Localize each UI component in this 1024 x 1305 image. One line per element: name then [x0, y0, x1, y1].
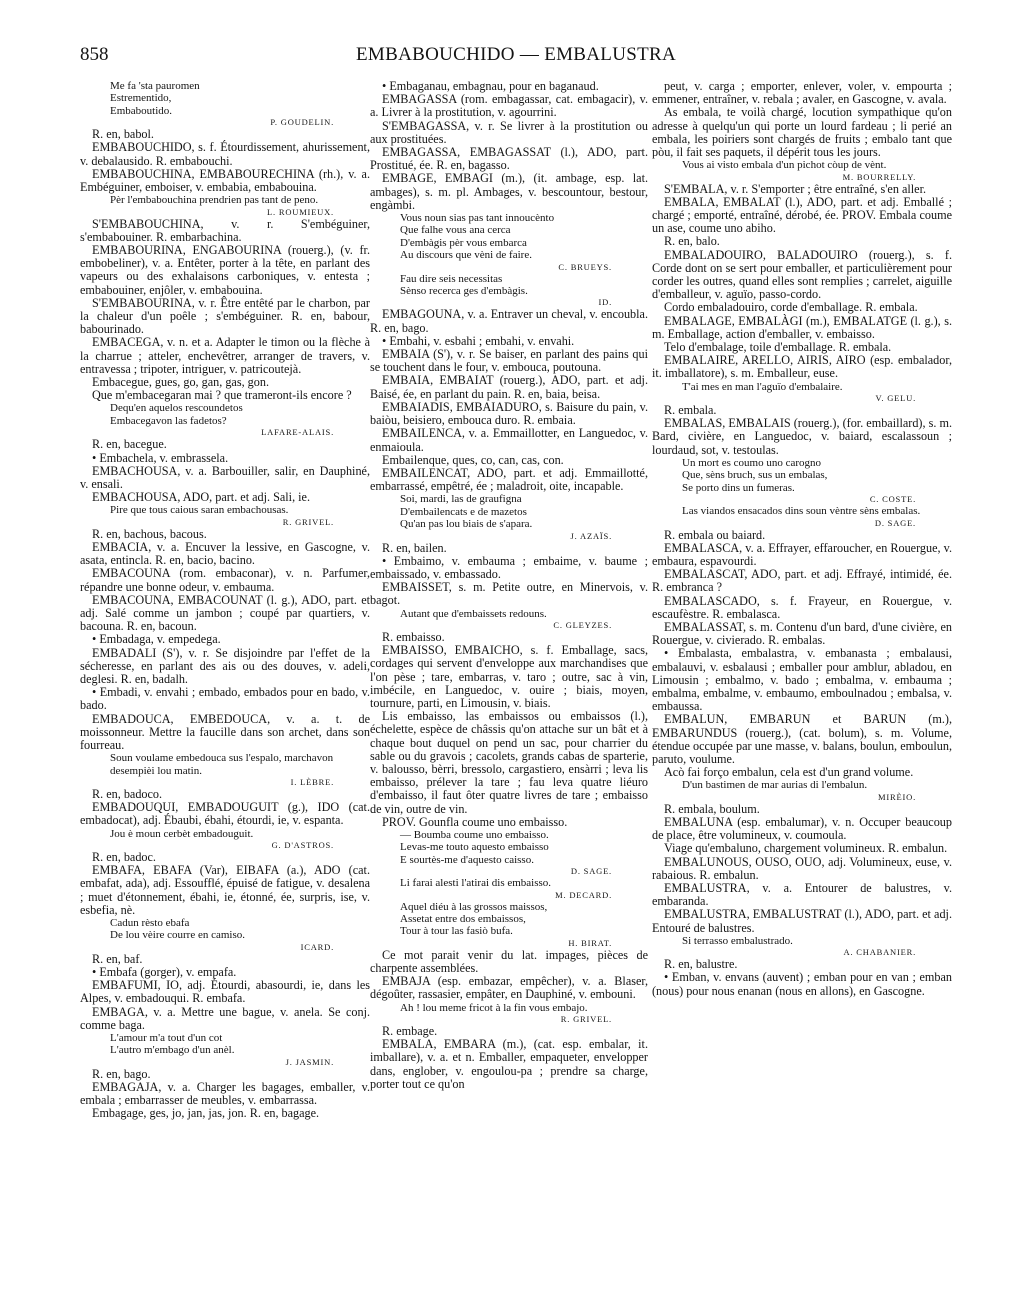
quotation-line: Cadun rèsto ebafa — [110, 917, 190, 930]
dictionary-entry: R. embala, boulum. — [664, 801, 760, 816]
quotation-line: Li farai alesti l'atirai dis embaisso. — [400, 877, 552, 890]
dictionary-entry: S'EMBABOURINA, v. r. Être entêté par le charbon, par la chaleur d'un poêle ; s'embéguiner. R. en, babour, babourinado. — [80, 295, 370, 337]
citation-author: J. JASMIN. — [285, 1056, 334, 1067]
quotation-line: Vous noun sias pas tant innoucènto — [400, 212, 555, 225]
dictionary-entry: EMBALA, EMBARA (m.), (cat. esp. embalar, it. imballare), v. a. et n. Emballer, empaqueter, envelopper dans, englober, v. engoulou-pa ; prendre sa charge, porter tout ce qu'on — [370, 1037, 648, 1091]
quotation-line: Embaboutido. — [110, 104, 173, 117]
dictionary-entry: EMBALUSTRA, EMBALUSTRAT (l.), ADO, part. et adj. Entouré de balustres. — [652, 907, 952, 935]
dictionary-entry: EMBABOUCHIDO, s. f. Étourdissement, ahurissement, v. debalausido. R. embabouchi. — [80, 140, 370, 168]
dictionary-entry: Acò fai forço embalun, cela est d'un grand volume. — [664, 765, 914, 780]
citation-author: P. GOUDELIN. — [270, 117, 334, 128]
dictionary-entry: Cordo embaladouiro, corde d'emballage. R. embala. — [664, 300, 918, 315]
quotation-line: Au discours que vèni de faire. — [400, 249, 532, 262]
citation-author: R. GRIVEL. — [282, 516, 334, 527]
quotation-line: Que falhe vous ana cerca — [400, 224, 511, 237]
dictionary-entry: Embacegue, gues, go, gan, gas, gon. — [92, 375, 270, 390]
dictionary-entry: EMBALADOUIRO, BALADOUIRO (rouerg.), s. f. Corde dont on se sert pour emballer, et particulièrement pour corder les outres, quand elles sont remplies ; carrelet, aiguille d'emballeur, v. aguïo, passo-cordo. — [652, 247, 952, 302]
citation-author: R. GRIVEL. — [560, 1014, 612, 1025]
dictionary-entry: • Embahi, v. esbahi ; embahi, v. envahi. — [382, 333, 575, 348]
dictionary-entry: EMBAIADIS, EMBAIADURO, s. Baisure du pain, v. baiòu, beisiero, embouca duro. R. embaia. — [370, 399, 648, 428]
dictionary-entry: R. en, balo. — [664, 234, 720, 249]
dictionary-entry: • Embaimo, v. embauma ; embaime, v. baume ; embaissado, v. embassado. — [370, 553, 648, 581]
dictionary-entry: EMBAGASSA, EMBAGASSAT (l.), ADO, part. Prostitué, ée. R. en, bagasso. — [370, 145, 648, 173]
citation-author: C. COSTE. — [869, 494, 916, 505]
dictionary-entry: EMBAJA (esp. embazar, empêcher), v. a. Blaser, dégoûter, rassasier, empâter, en Dauphiné, v. embouni. — [370, 974, 648, 1002]
column-middle — [370, 80, 648, 1290]
page-header — [80, 44, 952, 72]
dictionary-entry: EMBALAIRE, ARELLO, AIRIS, AIRO (esp. embalador, it. imballatore), s. m. Emballeur, euse. — [652, 353, 952, 381]
quotation-line: Que, sèns bruch, sus un embalas, — [682, 469, 828, 482]
citation-author: C. GLEYZES. — [553, 619, 612, 630]
dictionary-entry: EMBAISSO, EMBAICHO, s. f. Emballage, sacs, cordages qui servent d'enveloppe aux marchandises que l'on pèse ; tare, embarras, v. taro ; outre, sac à vin, imbécile, en Languedoc, v. ouire ; biais, moyen, tournure, parti, en Limousin, v. biais. — [370, 643, 648, 710]
dictionary-entry: EMBAGAJA, v. a. Charger les bagages, emballer, v. embala ; embarrasser de meubles, v. embarrassa. — [80, 1080, 370, 1108]
dictionary-entry: EMBAGE, EMBAGI (m.), (it. ambage, esp. lat. ambages), s. m. pl. Ambages, v. bescountour, bestour, engàmbi. — [370, 171, 648, 212]
dictionary-entry: EMBALUN, EMBARUN et BARUN (m.), EMBARUNDUS (rouerg.), (cat. bolum), s. m. Volume, étendue occupée par une masse, v. balans, boulun, emboulun, paruto, voulume. — [652, 712, 952, 766]
quotation-line: Assetat entre dos embaissos, — [400, 913, 526, 926]
citation-author: G. D'ASTROS. — [271, 840, 334, 850]
dictionary-entry: EMBAGOUNA, v. a. Entraver un cheval, v. encoubla. R. en, bago. — [370, 307, 648, 335]
dictionary-entry: Lis embaisso, las embaissos ou embaissos (l.), échelette, espèce de châssis qu'on attache sur un bât et à chaque bout duquel on pend un sac, pour charrier du sable ou du gravois ; cacolets, grands cabas de sparterie, v. balousso, bèrri, bressolo, cargastiero, ensàrri ; leva lis embaisso, prélever la tare ; fau leva quatre liéuro d'embaisso, il faut ôter quatre livres de tare ; embaisso de vin, outre de vin. — [370, 709, 648, 816]
quotation-line: D'embàgis pèr vous embarca — [400, 236, 527, 249]
citation-author: D. SAGE. — [570, 866, 612, 877]
quotation-line: Soi, mardi, las de graufigna — [400, 493, 522, 506]
dictionary-entry: EMBAGASSA (rom. embagassar, cat. embagacir), v. a. Livrer à la prostitution, v. agourrini. — [370, 92, 648, 120]
quotation-line: Pire que tous caious saran embachousas. — [110, 504, 289, 517]
dictionary-entry: EMBAISSET, s. m. Petite outre, en Minervois, v. bagot. — [370, 580, 648, 608]
dictionary-entry: R. en, baf. — [92, 951, 143, 966]
dictionary-entry: R. en, bachous, bacous. — [92, 526, 207, 541]
citation-author: H. BIRAT. — [568, 937, 612, 948]
dictionary-entry: EMBACHOUSA, v. a. Barbouiller, salir, en Dauphiné, v. ensali. — [80, 463, 370, 491]
citation-author: M. BOURRELLY. — [842, 171, 916, 182]
quotation-line: Estrementido, — [110, 92, 172, 105]
column-left — [80, 80, 370, 1290]
dictionary-entry: EMBAILENCA, v. a. Emmaillotter, en Languedoc, v. enmaioula. — [370, 426, 648, 454]
dictionary-entry: EMBALASSAT, s. m. Contenu d'un bard, d'une civière, en Rouergue, v. civierado. R. embalas. — [652, 619, 952, 648]
dictionary-entry: EMBAIA (S'), v. r. Se baiser, en parlant des pains qui se touchent dans le four, v. embouca, poutouna. — [370, 347, 648, 375]
quotation-line: L'amour m'a tout d'un cot — [110, 1032, 223, 1045]
dictionary-entry: EMBAIA, EMBAIAT (rouerg.), ADO, part. et adj. Baisé, ée, en parlant du pain. R. en, baia, beisa. — [370, 373, 648, 401]
dictionary-entry: Viage qu'embaluno, chargement volumineux. R. embalun. — [664, 841, 948, 856]
dictionary-entry: EMBAGA, v. a. Mettre une bague, v. anela. Se conj. comme baga. — [80, 1004, 370, 1032]
dictionary-entry: R. en, bacegue. — [92, 437, 167, 452]
dictionary-entry: R. en, balustre. — [664, 957, 738, 972]
dictionary-entry: PROV. Gounfla coume uno embaisso. — [382, 814, 568, 829]
dictionary-entry: EMBABOUCHINA, EMBABOURECHINA (rh.), v. a. Embéguiner, emboiser, v. embabia, embabouina. — [80, 166, 370, 195]
dictionary-entry: EMBAILENCAT, ADO, part. et adj. Emmaillotté, embarrassé, empêtré, ée ; maladroit, oite, incapable. — [370, 465, 648, 494]
quotation-line: D'embailencats e de mazetos — [400, 505, 527, 518]
dictionary-entry: EMBALA, EMBALAT (l.), ADO, part. et adj. Emballé ; chargé ; emporté, entraîné, dérobé, ée. PROV. Embala coume un ase, coume uno abiho. — [652, 194, 952, 236]
dictionary-entry: • Embadi, v. envahi ; embado, embados pour en bado, v. bado. — [80, 685, 370, 713]
quotation-line: E sourtès-me d'aquesto caisso. — [400, 853, 534, 866]
dictionary-entry: EMBAFUMI, IO, adj. Étourdi, abasourdi, ie, dans les Alpes, v. embadouqui. R. embafa. — [80, 978, 370, 1006]
dictionary-entry: Ce mot parait venir du lat. impages, pièces de charpente assemblées. — [370, 947, 648, 976]
dictionary-entry: As embala, te voilà chargé, locution sympathique qu'on adresse à quelqu'un qui porte un lourd fardeau ; li perié an embala, les poiriers sont chargés de fruits ; embalo tant que pòu, il fait ses paquets, il dépérit tous les jours. — [652, 105, 952, 160]
dictionary-entry: EMBALASCADO, s. f. Frayeur, en Rouergue, v. escaufèstre. R. embalasca. — [652, 593, 952, 621]
dictionary-entry: EMBACOUNA, EMBACOUNAT (l. g.), ADO, part. et adj. Salé comme un jambon ; coupé par quartiers, v. bacouna. R. en, bacoun. — [80, 592, 370, 634]
dictionary-entry: • Embafa (gorger), v. empafa. — [92, 965, 237, 980]
dictionary-entry: R. embage. — [382, 1024, 438, 1039]
citation-author: L. ROUMIEUX. — [267, 206, 334, 217]
citation-author: C. BRUEYS. — [558, 261, 612, 272]
dictionary-entry: R. en, bago. — [92, 1066, 151, 1081]
quotation-line: Aquel diéu à las grossos maissos, — [400, 900, 548, 913]
quotation-line: Ah ! lou meme fricot à la fin vous embajo. — [400, 1001, 588, 1014]
dictionary-entry: • Embaganau, embagnau, pour en baganaud. — [382, 80, 599, 93]
dictionary-entry: Embagage, ges, jo, jan, jas, jon. R. en, bagage. — [92, 1106, 320, 1121]
quotation-line: Qu'an pas lou biais de s'apara. — [400, 518, 533, 531]
dictionary-entry: EMBACHOUSA, ADO, part. et adj. Sali, ie. — [92, 490, 311, 505]
citation-author: I. LÈBRE. — [290, 776, 334, 787]
dictionary-entry: • Emban, v. envans (auvent) ; emban pour en van ; emban (nous) pour nous enanan (nous en allons), en Gascogne. — [652, 970, 952, 998]
page-number: 858 — [80, 44, 109, 65]
quotation-line: Pèr l'embabouchina prendrien pas tant de peno. — [110, 194, 319, 207]
running-head: EMBABOUCHIDO — EMBALUSTRA — [356, 44, 676, 65]
dictionary-entry: EMBABOURINA, ENGABOURINA (rouerg.), (v. fr. embobeliner), v. a. Entêter, porter à la tête, en parlant des vapeurs ou des exhalaisons carboniques, v. entesta ; embabouiner, enjôler, v. embabouina. — [80, 243, 370, 297]
quotation-line: Un mort es coumo uno carogno — [682, 456, 821, 469]
quotation-line: Jou è moun cerbèt embadouguit. — [110, 827, 254, 840]
dictionary-entry: Telo d'embalage, toile d'emballage. R. embala. — [664, 340, 892, 355]
citation-author: LAFARE-ALAIS. — [261, 427, 334, 438]
dictionary-entry: R. en, bailen. — [382, 540, 447, 555]
citation-author: M. DECARD. — [555, 889, 612, 900]
citation-author: ID. — [598, 297, 612, 308]
quotation-line: Vous ai visto embala d'un pichot còup de vènt. — [682, 159, 887, 172]
quotation-line: Embacegavon las fadetos? — [110, 414, 227, 427]
dictionary-entry: EMBALAGE, EMBALÀGI (m.), EMBALATGE (l. g.), s. m. Emballage, action d'emballer, v. embaisso. — [652, 313, 952, 341]
quotation-line: D'un bastimen de mar aurias di l'embalun. — [682, 779, 868, 792]
quotation-line: Si terrasso embalustrado. — [682, 934, 793, 947]
dictionary-entry: EMBACIA, v. a. Encuver la lessive, en Gascogne, v. asata, entincla. R. en, bacio, bacino. — [80, 539, 370, 568]
dictionary-entry: EMBALASCA, v. a. Effrayer, effaroucher, en Rouergue, v. embaura, espavourdi. — [652, 540, 952, 568]
quotation-line: Se porto dins un fumeras. — [682, 481, 795, 494]
dictionary-entry: EMBACOUNA (rom. embaconar), v. n. Parfumer, répandre une bonne odeur, v. embauma. — [80, 566, 370, 594]
dictionary-entry: Que m'embacegaran mai ? que trameront-ils encore ? — [92, 388, 352, 403]
citation-author: D. SAGE. — [874, 517, 916, 528]
dictionary-entry: S'EMBABOUCHINA, v. r. S'embéguiner, s'embabouiner. R. embarbachina. — [80, 216, 370, 244]
dictionary-entry: EMBALUSTRA, v. a. Entourer de balustres, v. embaranda. — [652, 881, 952, 909]
quotation-line: Levas-me touto aquesto embaisso — [400, 841, 549, 854]
dictionary-entry: EMBALAS, EMBALAIS (rouerg.), (for. embaillard), s. m. Bard, civière, en Languedoc, v. baiard, escalassoun ; lourdaud, sot, v. testoulas. — [652, 416, 952, 457]
dictionary-entry: • Embadaga, v. empedega. — [92, 632, 221, 647]
dictionary-entry: R. en, badoc. — [92, 850, 156, 864]
dictionary-entry: peut, v. carga ; emporter, enlever, voler, v. empourta ; emmener, entraîner, v. rebala ; avaler, en Gascogne, v. avala. — [652, 80, 952, 107]
quotation-line: — Boumba coume uno embaisso. — [400, 829, 549, 841]
dictionary-entry: EMBALUNA (esp. embalumar), v. n. Occuper beaucoup de place, être volumineux, v. coumoula. — [652, 814, 952, 843]
dictionary-entry: EMBALASCAT, ADO, part. et adj. Effrayé, intimidé, ée. R. embranca ? — [652, 567, 952, 595]
dictionary-entry: EMBADOUQUI, EMBADOUGUIT (g.), IDO (cat. embadocat), adj. Ébaubi, ébahi, étourdi, ie, v. espanta. — [80, 800, 370, 828]
citation-author: ICARD. — [300, 941, 334, 952]
dictionary-entry: EMBACEGA, v. n. et a. Adapter le timon ou la flèche à la charrue ; atteler, enchevêtrer, arranger de travers, v. entravessa ; tripoter, intriguer, v. patricoutejà. — [80, 335, 370, 376]
quotation-line: Autant que d'embaissets redouns. — [400, 607, 547, 620]
dictionary-entry: EMBADALI (S'), v. r. Se disjoindre par l'effet de la sécheresse, en parlant des ais ou des douves, v. adeli, deglesi. R. en, badalh. — [80, 645, 370, 686]
dictionary-entry: R. en, babol. — [92, 127, 154, 142]
dictionary-entry: Embailenque, ques, co, can, cas, con. — [382, 452, 564, 467]
dictionary-entry: • Embalasta, embalastra, v. embanasta ; embalausi, embalauvi, v. esbalausi ; emballer pour amblur, abladou, en Limousin ; embalmo, v. bado ; embalma, v. embauma ; embalma, embalme, v. embaumo, emboulnadou ; embalsa, v. embaussa. — [652, 646, 952, 714]
quotation-line: De lou vèire courre en camiso. — [110, 929, 245, 942]
citation-author: MIRÈIO. — [878, 791, 916, 802]
dictionary-entry: R. embala ou baiard. — [664, 527, 766, 542]
dictionary-entry: EMBALUNOUS, OUSO, OUO, adj. Volumineux, euse, v. rabaious. R. embalun. — [652, 854, 952, 882]
quotation-line: Sènso recerca ges d'embàgis. — [400, 285, 528, 298]
dictionary-entry: S'EMBALA, v. r. S'emporter ; être entraîné, s'en aller. — [664, 181, 927, 196]
dictionary-entry: R. embala. — [664, 403, 717, 418]
citation-author: A. CHABANIER. — [843, 947, 916, 958]
citation-author: J. AZAÏS. — [570, 530, 612, 541]
quotation-line: L'autro m'embago d'un anèl. — [110, 1044, 235, 1057]
quotation-line: Soun voulame embedouca sus l'espalo, marchavon desempièi lou matin. — [110, 752, 334, 777]
dictionary-entry: EMBADOUCA, EMBEDOUCA, v. a. t. de moissonneur. Mettre la faucille dans son archet, dans son fourreau. — [80, 711, 370, 752]
dictionary-entry: R. en, badoco. — [92, 786, 163, 801]
quotation-line: Me fa 'sta pauromen — [110, 80, 200, 92]
quotation-line: Fau dire seis necessitas — [400, 272, 503, 285]
dictionary-entry: EMBAFA, EBAFA (Var), EIBAFA (a.), ADO (cat. embafat, ada), adj. Essoufflé, épuisé de fatigue, v. desalena ; muet d'étonnement, ébahi, ie, étonné, ée, surpris, ise, v. esbefia, nè. — [80, 863, 370, 917]
dictionary-entry: R. embaisso. — [382, 629, 445, 644]
quotation-line: Las viandos ensacados dins soun vèntre sèns embalas. — [682, 505, 921, 518]
dictionary-entry: • Embachela, v. embrassela. — [92, 450, 229, 465]
dictionary-entry: S'EMBAGASSA, v. r. Se livrer à la prostitution ou aux prostituées. — [370, 118, 648, 146]
quotation-line: Tour à tour las fasiò bufa. — [400, 925, 513, 938]
column-right — [652, 80, 952, 1290]
quotation-line: T'ai mes en man l'aguïo d'embalaire. — [682, 380, 843, 393]
quotation-line: Dequ'en aquelos rescoundetos — [110, 402, 243, 415]
citation-author: V. GELU. — [875, 393, 916, 404]
